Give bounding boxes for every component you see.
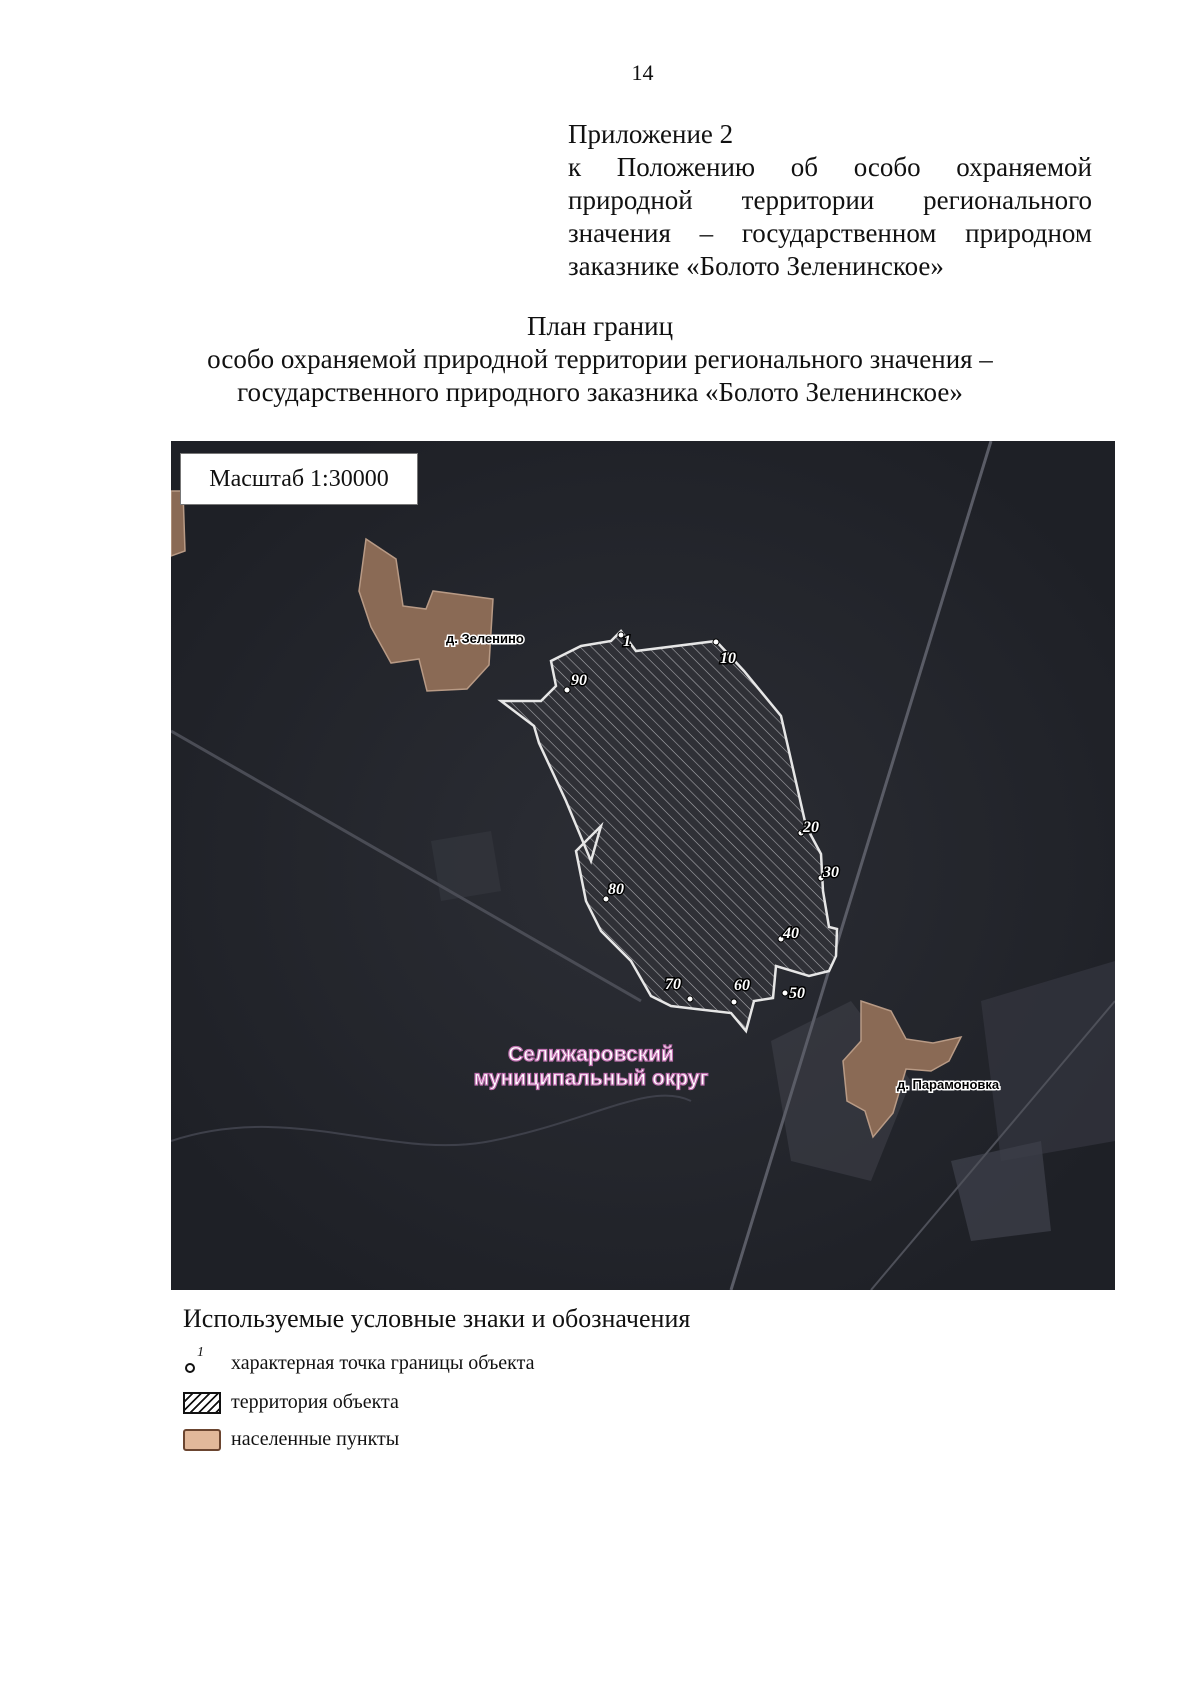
settlement-label: д. Зеленино xyxy=(446,631,524,646)
map-scale: Масштаб 1:30000 xyxy=(180,453,418,505)
legend-point-number: 1 xyxy=(197,1344,204,1360)
legend-item-label: населенные пункты xyxy=(231,1428,400,1450)
appendix-header xyxy=(568,118,1092,283)
boundary-point-label: 80 xyxy=(608,881,624,898)
boundary-point-symbol-icon xyxy=(183,1344,221,1375)
boundary-point-label: 1 xyxy=(623,633,631,650)
boundary-point-label: 90 xyxy=(571,672,587,689)
legend-item-territory xyxy=(183,1391,399,1414)
plan-title-line: государственного природного заказника «Болото Зеленинское» xyxy=(237,377,963,407)
field-area xyxy=(431,831,501,901)
legend-title: Используемые условные знаки и обозначения xyxy=(183,1304,691,1333)
map xyxy=(171,441,1115,1290)
municipality-label: Селижаровский xyxy=(508,1043,674,1066)
settlement-label: д. Парамоновка xyxy=(897,1077,1000,1092)
appendix-line: к Положению об особо охраняемой xyxy=(568,152,1092,182)
boundary-point xyxy=(713,639,719,645)
boundary-point-label: 60 xyxy=(734,977,750,994)
hatch-symbol-icon xyxy=(183,1392,221,1414)
page-number: 14 xyxy=(631,60,654,85)
plan-title-line: План границ xyxy=(526,311,674,341)
boundary-point-label: 50 xyxy=(789,985,805,1002)
appendix-line: Приложение 2 xyxy=(568,119,734,149)
boundary-point xyxy=(687,996,693,1002)
boundary-point-label: 20 xyxy=(803,819,819,836)
legend-item-settlements xyxy=(183,1428,399,1451)
appendix-line: природной территории регионального xyxy=(568,185,1092,215)
municipality-label: муниципальный округ xyxy=(473,1067,709,1090)
settlement-symbol-icon xyxy=(183,1429,221,1451)
boundary-point xyxy=(564,687,570,693)
appendix-line: заказнике «Болото Зеленинское» xyxy=(568,251,944,281)
appendix-line: значения – государственном природном xyxy=(568,218,1092,248)
plan-title-line: особо охраняемой природной территории регионального значения – xyxy=(207,344,993,374)
map-canvas xyxy=(171,441,1115,1290)
boundary-point xyxy=(731,999,737,1005)
plan-title xyxy=(0,310,1200,409)
legend-item-label: характерная точка границы объекта xyxy=(231,1352,535,1374)
boundary-point-label: 30 xyxy=(823,864,839,881)
legend-item-point xyxy=(183,1344,535,1375)
legend-item-label: территория объекта xyxy=(231,1391,399,1413)
boundary-point-label: 10 xyxy=(720,650,736,667)
boundary-point xyxy=(782,990,788,996)
boundary-point-label: 40 xyxy=(783,925,799,942)
boundary-point-label: 70 xyxy=(665,976,681,993)
